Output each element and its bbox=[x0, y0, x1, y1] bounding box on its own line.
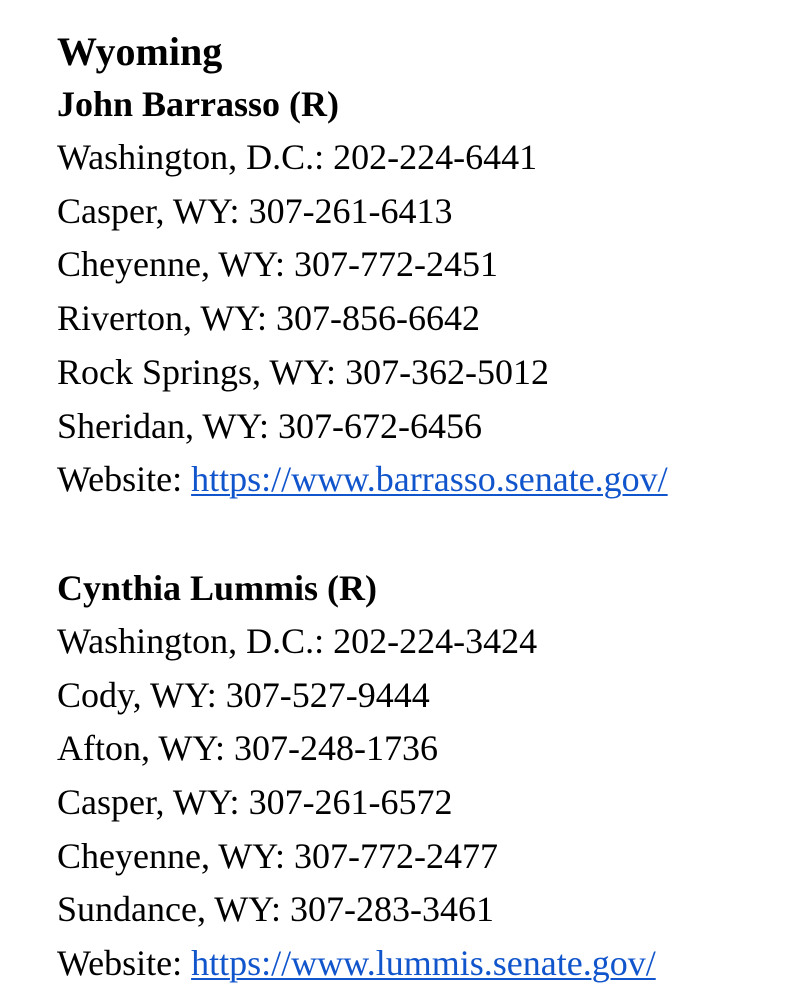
office-phone-link[interactable]: 307-856-6642 bbox=[276, 298, 481, 339]
senator-name: John Barrasso (R) bbox=[57, 84, 340, 124]
office-location: Washington, D.C. bbox=[57, 620, 315, 661]
office-line: Sundance, WY: 307-283-3461 bbox=[57, 889, 494, 930]
office-location: Cody, WY bbox=[57, 674, 207, 715]
office-line: Riverton, WY: 307-856-6642 bbox=[57, 298, 481, 339]
website-line bbox=[57, 937, 801, 991]
office-phone-link[interactable]: 307-283-3461 bbox=[290, 889, 494, 930]
office-location: Cheyenne, WY bbox=[57, 835, 275, 876]
office-phone-link[interactable]: 307-772-2451 bbox=[293, 244, 498, 285]
office-phone-link[interactable]: 307-362-5012 bbox=[345, 351, 550, 392]
office-line: Cody, WY: 307-527-9444 bbox=[57, 674, 430, 715]
office-phone-link[interactable]: 307-248-1736 bbox=[234, 728, 439, 769]
office-phone-link[interactable]: 307-261-6413 bbox=[248, 190, 453, 231]
senator-card-barrasso bbox=[57, 77, 801, 507]
office-line: Washington, D.C.: 202-224-6441 bbox=[57, 137, 538, 177]
office-phone-link[interactable]: 307-672-6456 bbox=[278, 405, 482, 446]
section-spacer bbox=[57, 507, 801, 561]
office-line: Cheyenne, WY: 307-772-2451 bbox=[57, 244, 498, 285]
office-location: Cheyenne, WY bbox=[57, 244, 275, 285]
office-phone-link[interactable]: 307-527-9444 bbox=[225, 674, 430, 715]
website-link[interactable]: https://www.lummis.senate.gov/ bbox=[191, 943, 656, 984]
senator-name: Cynthia Lummis (R) bbox=[57, 567, 378, 608]
office-line: Washington, D.C.: 202-224-3424 bbox=[57, 620, 538, 661]
office-location: Casper, WY bbox=[57, 782, 230, 823]
office-line: Sheridan, WY: 307-672-6456 bbox=[57, 405, 482, 446]
office-phone-link[interactable]: 202-224-6441 bbox=[333, 137, 538, 177]
office-line: Casper, WY: 307-261-6413 bbox=[57, 190, 453, 231]
website-line bbox=[57, 453, 801, 507]
office-line: Afton, WY: 307-248-1736 bbox=[57, 728, 439, 769]
office-location: Sheridan, WY bbox=[57, 405, 259, 446]
office-location: Washington, D.C. bbox=[57, 137, 315, 177]
office-location: Riverton, WY bbox=[57, 298, 258, 339]
office-phone-link[interactable]: 307-772-2477 bbox=[293, 835, 498, 876]
office-phone-link[interactable]: 202-224-3424 bbox=[333, 620, 538, 661]
website-link[interactable]: https://www.barrasso.senate.gov/ bbox=[191, 459, 668, 500]
state-title: Wyoming bbox=[57, 29, 223, 74]
office-location: Rock Springs, WY bbox=[57, 351, 327, 392]
website-label: Website: bbox=[57, 943, 183, 984]
office-location: Afton, WY bbox=[57, 728, 216, 769]
office-phone-link[interactable]: 307-261-6572 bbox=[248, 782, 453, 823]
website-label: Website: bbox=[57, 459, 183, 500]
office-location: Sundance, WY bbox=[57, 889, 271, 930]
office-location: Casper, WY bbox=[57, 190, 230, 231]
office-line: Cheyenne, WY: 307-772-2477 bbox=[57, 835, 498, 876]
office-line: Casper, WY: 307-261-6572 bbox=[57, 782, 453, 823]
office-line: Rock Springs, WY: 307-362-5012 bbox=[57, 351, 550, 392]
senator-card-lummis bbox=[57, 561, 801, 991]
